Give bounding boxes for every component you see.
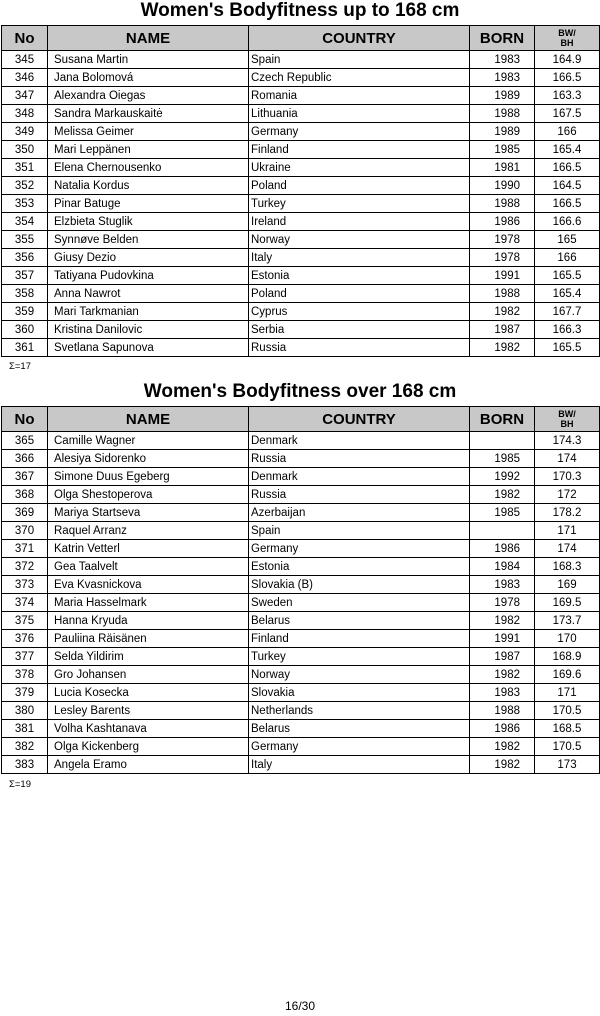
- cell-bw-bh: 170.5: [535, 702, 600, 720]
- cell-born: 1988: [470, 702, 535, 720]
- table-body: [2, 432, 600, 774]
- cell-bw-bh: 165.4: [535, 285, 600, 303]
- table-row: [2, 123, 600, 141]
- cell-country: Spain: [249, 522, 470, 540]
- cell-country: Norway: [249, 666, 470, 684]
- cell-born: 1988: [470, 285, 535, 303]
- cell-name: Kristina Danilovic: [48, 321, 249, 339]
- cell-no: 347: [2, 87, 48, 105]
- cell-born: [470, 432, 535, 450]
- cell-name: Giusy Dezio: [48, 249, 249, 267]
- cell-born: 1978: [470, 231, 535, 249]
- cell-country: Finland: [249, 141, 470, 159]
- table-row: [2, 594, 600, 612]
- cell-country: Norway: [249, 231, 470, 249]
- table-row: [2, 51, 600, 69]
- cell-country: Netherlands: [249, 702, 470, 720]
- table-row: [2, 87, 600, 105]
- cell-name: Pauliina Räisänen: [48, 630, 249, 648]
- cell-country: Finland: [249, 630, 470, 648]
- cell-bw-bh: 168.9: [535, 648, 600, 666]
- col-header-name: NAME: [48, 26, 249, 51]
- cell-name: Raquel Arranz: [48, 522, 249, 540]
- cell-no: 374: [2, 594, 48, 612]
- table-row: [2, 105, 600, 123]
- cell-name: Olga Kickenberg: [48, 738, 249, 756]
- col-header-bw-bh: [535, 26, 600, 51]
- cell-no: 353: [2, 195, 48, 213]
- cell-no: 376: [2, 630, 48, 648]
- cell-bw-bh: 173.7: [535, 612, 600, 630]
- cell-no: 379: [2, 684, 48, 702]
- cell-country: Romania: [249, 87, 470, 105]
- cell-country: Russia: [249, 450, 470, 468]
- table-row: [2, 177, 600, 195]
- cell-name: Svetlana Sapunova: [48, 339, 249, 357]
- table-row: [2, 486, 600, 504]
- cell-born: 1983: [470, 51, 535, 69]
- table-row: [2, 468, 600, 486]
- col-header-country: COUNTRY: [249, 407, 470, 432]
- cell-no: 382: [2, 738, 48, 756]
- cell-no: 375: [2, 612, 48, 630]
- cell-no: 380: [2, 702, 48, 720]
- cell-born: 1981: [470, 159, 535, 177]
- cell-name: Sandra Markauskaitė: [48, 105, 249, 123]
- table-header-row: [2, 26, 600, 51]
- table-row: [2, 648, 600, 666]
- cell-no: 355: [2, 231, 48, 249]
- cell-country: Sweden: [249, 594, 470, 612]
- cell-country: Serbia: [249, 321, 470, 339]
- section-count: Σ=17: [9, 361, 31, 372]
- cell-country: Russia: [249, 339, 470, 357]
- cell-no: 351: [2, 159, 48, 177]
- cell-no: 383: [2, 756, 48, 774]
- cell-name: Pinar Batuge: [48, 195, 249, 213]
- cell-country: Belarus: [249, 720, 470, 738]
- cell-country: Poland: [249, 285, 470, 303]
- cell-born: 1982: [470, 738, 535, 756]
- cell-name: Olga Shestoperova: [48, 486, 249, 504]
- cell-no: 357: [2, 267, 48, 285]
- cell-born: 1986: [470, 540, 535, 558]
- cell-born: 1985: [470, 504, 535, 522]
- cell-bw-bh: 167.7: [535, 303, 600, 321]
- table-row: [2, 522, 600, 540]
- cell-born: 1978: [470, 594, 535, 612]
- cell-name: Gea Taalvelt: [48, 558, 249, 576]
- cell-name: Melissa Geimer: [48, 123, 249, 141]
- table-header-row: [2, 407, 600, 432]
- cell-bw-bh: 165.5: [535, 267, 600, 285]
- cell-bw-bh: 166.5: [535, 159, 600, 177]
- cell-no: 368: [2, 486, 48, 504]
- cell-name: Elzbieta Stuglik: [48, 213, 249, 231]
- cell-born: [470, 522, 535, 540]
- cell-country: Turkey: [249, 648, 470, 666]
- cell-bw-bh: 174: [535, 540, 600, 558]
- table-up-to-168: [1, 25, 600, 357]
- col-header-no: No: [2, 26, 48, 51]
- table-row: [2, 558, 600, 576]
- cell-no: 366: [2, 450, 48, 468]
- cell-country: Poland: [249, 177, 470, 195]
- cell-bw-bh: 168.3: [535, 558, 600, 576]
- cell-no: 358: [2, 285, 48, 303]
- col-header-country: COUNTRY: [249, 26, 470, 51]
- table-row: [2, 756, 600, 774]
- cell-country: Estonia: [249, 267, 470, 285]
- cell-name: Angela Eramo: [48, 756, 249, 774]
- cell-name: Gro Johansen: [48, 666, 249, 684]
- table-row: [2, 195, 600, 213]
- cell-country: Italy: [249, 756, 470, 774]
- cell-bw-bh: 166: [535, 249, 600, 267]
- cell-bw-bh: 169.6: [535, 666, 600, 684]
- cell-country: Belarus: [249, 612, 470, 630]
- col-header-bw-bh: [535, 407, 600, 432]
- cell-bw-bh: 171: [535, 684, 600, 702]
- cell-no: 378: [2, 666, 48, 684]
- cell-name: Lucia Kosecka: [48, 684, 249, 702]
- cell-country: Germany: [249, 738, 470, 756]
- cell-born: 1986: [470, 213, 535, 231]
- table-row: [2, 738, 600, 756]
- cell-name: Maria Hasselmark: [48, 594, 249, 612]
- cell-born: 1990: [470, 177, 535, 195]
- cell-no: 365: [2, 432, 48, 450]
- cell-country: Germany: [249, 123, 470, 141]
- table-row: [2, 159, 600, 177]
- cell-bw-bh: 166.5: [535, 69, 600, 87]
- table-row: [2, 612, 600, 630]
- cell-name: Anna Nawrot: [48, 285, 249, 303]
- cell-no: 356: [2, 249, 48, 267]
- table-row: [2, 540, 600, 558]
- cell-name: Simone Duus Egeberg: [48, 468, 249, 486]
- cell-country: Slovakia (B): [249, 576, 470, 594]
- cell-born: 1987: [470, 648, 535, 666]
- cell-country: Russia: [249, 486, 470, 504]
- col-header-bw: BW/: [558, 28, 576, 38]
- table-row: [2, 684, 600, 702]
- cell-bw-bh: 163.3: [535, 87, 600, 105]
- table-row: [2, 303, 600, 321]
- cell-born: 1989: [470, 87, 535, 105]
- cell-name: Susana Martin: [48, 51, 249, 69]
- section-count: Σ=19: [9, 779, 31, 790]
- cell-born: 1985: [470, 450, 535, 468]
- cell-country: Slovakia: [249, 684, 470, 702]
- cell-name: Jana Bolomová: [48, 69, 249, 87]
- cell-name: Alexandra Oiegas: [48, 87, 249, 105]
- cell-no: 359: [2, 303, 48, 321]
- table-row: [2, 450, 600, 468]
- cell-no: 367: [2, 468, 48, 486]
- cell-country: Ireland: [249, 213, 470, 231]
- cell-bw-bh: 166.5: [535, 195, 600, 213]
- cell-born: 1986: [470, 720, 535, 738]
- cell-born: 1989: [470, 123, 535, 141]
- cell-no: 369: [2, 504, 48, 522]
- cell-country: Lithuania: [249, 105, 470, 123]
- cell-name: Camille Wagner: [48, 432, 249, 450]
- cell-name: Volha Kashtanava: [48, 720, 249, 738]
- cell-no: 371: [2, 540, 48, 558]
- table-row: [2, 630, 600, 648]
- cell-name: Eva Kvasnickova: [48, 576, 249, 594]
- cell-bw-bh: 174: [535, 450, 600, 468]
- cell-born: 1982: [470, 612, 535, 630]
- cell-bw-bh: 166.3: [535, 321, 600, 339]
- cell-bw-bh: 164.5: [535, 177, 600, 195]
- cell-name: Synnøve Belden: [48, 231, 249, 249]
- cell-bw-bh: 174.3: [535, 432, 600, 450]
- cell-country: Denmark: [249, 432, 470, 450]
- cell-born: 1982: [470, 756, 535, 774]
- table-row: [2, 720, 600, 738]
- section-title-over-168: Women's Bodyfitness over 168 cm: [143, 381, 457, 402]
- cell-name: Tatiyana Pudovkina: [48, 267, 249, 285]
- cell-no: 350: [2, 141, 48, 159]
- table-row: [2, 339, 600, 357]
- cell-name: Lesley Barents: [48, 702, 249, 720]
- cell-bw-bh: 164.9: [535, 51, 600, 69]
- cell-name: Mari Leppänen: [48, 141, 249, 159]
- cell-born: 1991: [470, 630, 535, 648]
- col-header-bw: BW/: [558, 409, 576, 419]
- cell-born: 1982: [470, 303, 535, 321]
- col-header-bh: BH: [560, 38, 574, 48]
- cell-bw-bh: 166.6: [535, 213, 600, 231]
- table-row: [2, 213, 600, 231]
- table-row: [2, 576, 600, 594]
- cell-country: Cyprus: [249, 303, 470, 321]
- col-header-born: BORN: [470, 407, 535, 432]
- cell-born: 1983: [470, 684, 535, 702]
- cell-name: Mari Tarkmanian: [48, 303, 249, 321]
- cell-no: 361: [2, 339, 48, 357]
- table-row: [2, 702, 600, 720]
- cell-country: Spain: [249, 51, 470, 69]
- cell-no: 377: [2, 648, 48, 666]
- table-row: [2, 249, 600, 267]
- cell-born: 1992: [470, 468, 535, 486]
- cell-name: Katrin Vetterl: [48, 540, 249, 558]
- page-number: 16/30: [284, 999, 316, 1013]
- cell-name: Hanna Kryuda: [48, 612, 249, 630]
- cell-name: Elena Chernousenko: [48, 159, 249, 177]
- cell-country: Estonia: [249, 558, 470, 576]
- cell-no: 373: [2, 576, 48, 594]
- cell-bw-bh: 169.5: [535, 594, 600, 612]
- cell-born: 1984: [470, 558, 535, 576]
- cell-no: 349: [2, 123, 48, 141]
- cell-no: 352: [2, 177, 48, 195]
- cell-bw-bh: 167.5: [535, 105, 600, 123]
- cell-no: 345: [2, 51, 48, 69]
- table-row: [2, 504, 600, 522]
- cell-country: Czech Republic: [249, 69, 470, 87]
- table-row: [2, 141, 600, 159]
- cell-bw-bh: 165: [535, 231, 600, 249]
- cell-born: 1983: [470, 576, 535, 594]
- table-row: [2, 432, 600, 450]
- cell-born: 1982: [470, 666, 535, 684]
- cell-bw-bh: 170.3: [535, 468, 600, 486]
- cell-born: 1982: [470, 339, 535, 357]
- cell-bw-bh: 168.5: [535, 720, 600, 738]
- cell-bw-bh: 172: [535, 486, 600, 504]
- cell-bw-bh: 178.2: [535, 504, 600, 522]
- cell-name: Alesiya Sidorenko: [48, 450, 249, 468]
- cell-no: 354: [2, 213, 48, 231]
- table-row: [2, 69, 600, 87]
- cell-bw-bh: 169: [535, 576, 600, 594]
- cell-no: 360: [2, 321, 48, 339]
- table-row: [2, 666, 600, 684]
- col-header-born: BORN: [470, 26, 535, 51]
- cell-bw-bh: 170.5: [535, 738, 600, 756]
- cell-no: 381: [2, 720, 48, 738]
- table-over-168: [1, 406, 600, 774]
- cell-country: Azerbaijan: [249, 504, 470, 522]
- cell-bw-bh: 165.4: [535, 141, 600, 159]
- table-row: [2, 285, 600, 303]
- cell-country: Italy: [249, 249, 470, 267]
- cell-no: 346: [2, 69, 48, 87]
- col-header-no: No: [2, 407, 48, 432]
- cell-born: 1991: [470, 267, 535, 285]
- table-row: [2, 321, 600, 339]
- cell-bw-bh: 170: [535, 630, 600, 648]
- cell-born: 1988: [470, 105, 535, 123]
- cell-born: 1988: [470, 195, 535, 213]
- cell-bw-bh: 171: [535, 522, 600, 540]
- cell-country: Germany: [249, 540, 470, 558]
- cell-bw-bh: 165.5: [535, 339, 600, 357]
- table-row: [2, 267, 600, 285]
- cell-born: 1987: [470, 321, 535, 339]
- cell-born: 1985: [470, 141, 535, 159]
- cell-country: Denmark: [249, 468, 470, 486]
- table-row: [2, 231, 600, 249]
- cell-country: Turkey: [249, 195, 470, 213]
- cell-no: 348: [2, 105, 48, 123]
- cell-born: 1983: [470, 69, 535, 87]
- cell-name: Natalia Kordus: [48, 177, 249, 195]
- cell-no: 372: [2, 558, 48, 576]
- col-header-bh: BH: [560, 419, 574, 429]
- col-header-name: NAME: [48, 407, 249, 432]
- cell-country: Ukraine: [249, 159, 470, 177]
- section-title-up-to-168: Women's Bodyfitness up to 168 cm: [140, 0, 460, 21]
- cell-born: 1982: [470, 486, 535, 504]
- cell-bw-bh: 173: [535, 756, 600, 774]
- cell-born: 1978: [470, 249, 535, 267]
- cell-name: Selda Yildirim: [48, 648, 249, 666]
- cell-no: 370: [2, 522, 48, 540]
- table-body: [2, 51, 600, 357]
- cell-name: Mariya Startseva: [48, 504, 249, 522]
- cell-bw-bh: 166: [535, 123, 600, 141]
